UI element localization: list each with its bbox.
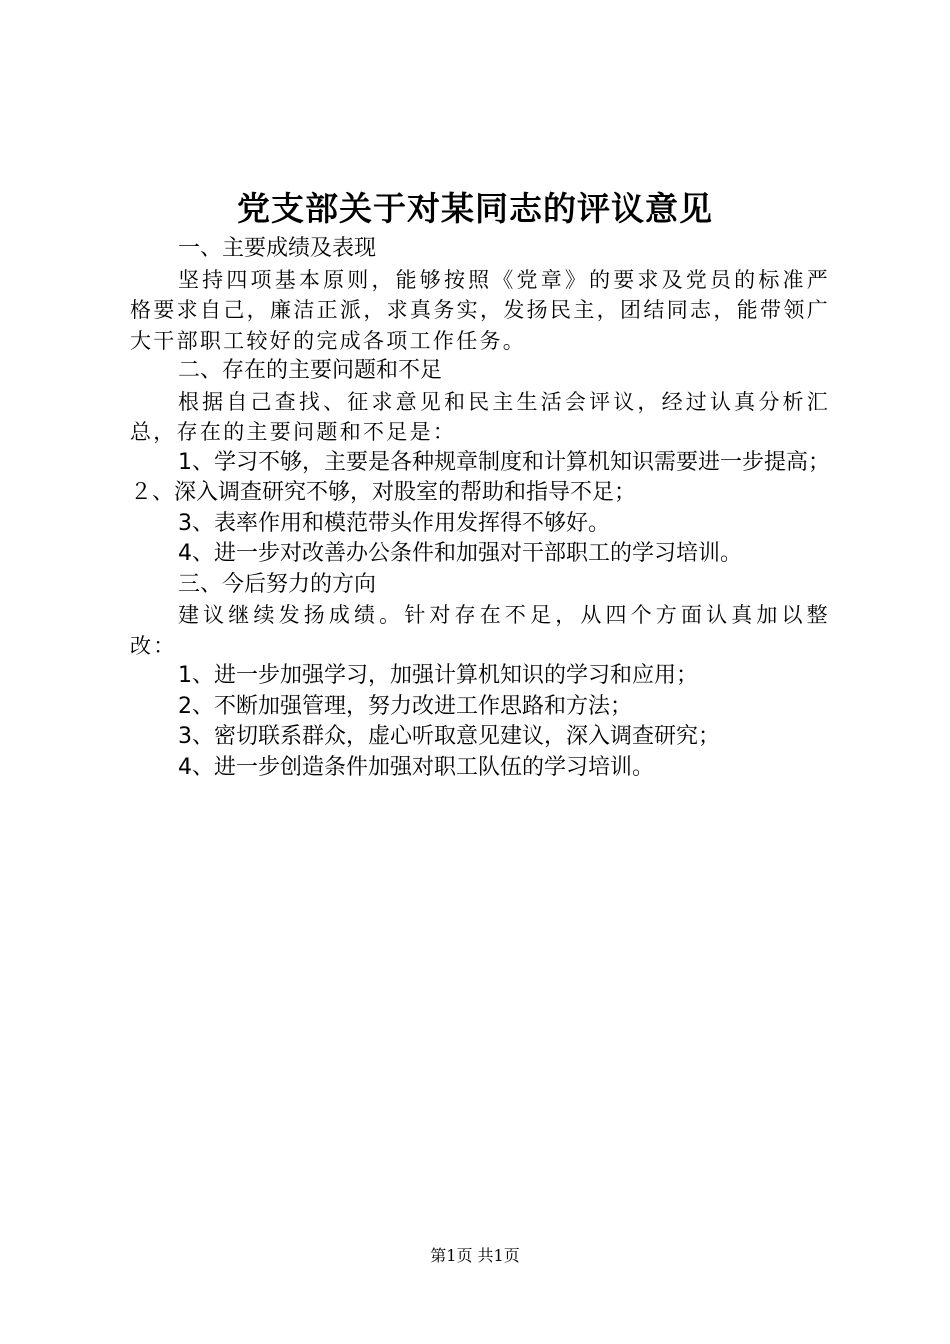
page-footer: 第1页 共1页 bbox=[430, 1246, 520, 1265]
direction-item-2: 2、不断加强管理，努力改进工作思路和方法； bbox=[178, 693, 632, 719]
section-heading-achievements: 一、主要成绩及表现 bbox=[178, 236, 377, 261]
section-heading-direction: 三、今后努力的方向 bbox=[178, 571, 377, 597]
document-title: 党支部关于对某同志的评议意见 bbox=[237, 189, 713, 228]
problems-intro-paragraph: 根据自己查找、征求意见和民主生活会评议，经过认真分析汇总，存在的主要问题和不足是： bbox=[130, 389, 830, 444]
problem-item-3: 3、表率作用和模范带头作用发挥得不够好。 bbox=[178, 510, 610, 536]
section-heading-problems: 二、存在的主要问题和不足 bbox=[178, 358, 443, 383]
direction-item-1: 1、进一步加强学习，加强计算机知识的学习和应用； bbox=[178, 663, 698, 688]
document-body bbox=[130, 234, 830, 783]
direction-item-3: 3、密切联系群众，虚心听取意见建议，深入调查研究； bbox=[178, 724, 720, 749]
problem-item-4: 4、进一步对改善办公条件和加强对干部职工的学习培训。 bbox=[178, 541, 742, 566]
direction-item-4: 4、进一步创造条件加强对职工队伍的学习培训。 bbox=[178, 754, 654, 780]
achievements-paragraph: 坚持四项基本原则，能够按照《党章》的要求及党员的标准严格要求自己，廉洁正派，求真务实，发扬民主，团结同志，能带领广大干部职工较好的完成各项工作任务。 bbox=[130, 267, 830, 353]
problem-item-1-2: 1、学习不够，主要是各种规章制度和计算机知识需要进一步提高；２、深入调查研究不够，对股室的帮助和指导不足； bbox=[130, 449, 830, 505]
direction-intro-paragraph: 建议继续发扬成绩。针对存在不足，从四个方面认真加以整改： bbox=[130, 603, 830, 658]
